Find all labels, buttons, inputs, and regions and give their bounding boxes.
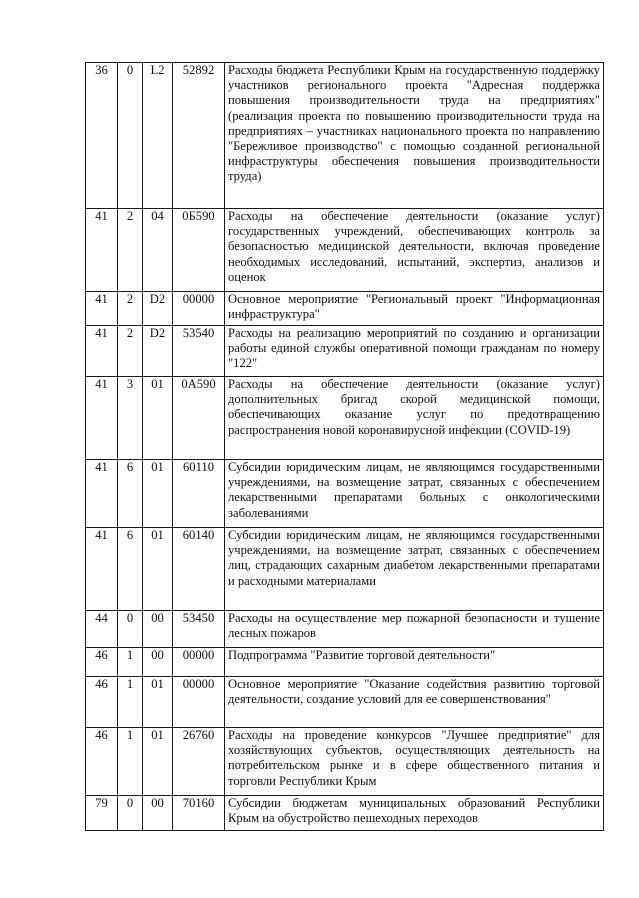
subprogram-code-cell: 1 — [118, 648, 143, 677]
table-row — [86, 460, 604, 528]
program-code-cell: 46 — [86, 677, 118, 728]
program-code-cell: 36 — [86, 63, 118, 209]
description-cell: Расходы на обеспечение деятельности (оказание услуг) дополнительных бригад скорой медицинской помощи, обеспечивающих оказание услуг по предотвращению распространения новой коронавирусной инфекции (COVID-19) — [225, 377, 604, 460]
activity-code-cell: 04 — [143, 209, 173, 292]
budget-classification-table — [85, 62, 604, 831]
activity-code-cell: 00 — [143, 796, 173, 831]
expense-code-cell: 60140 — [173, 528, 225, 611]
subprogram-code-cell: 0 — [118, 796, 143, 831]
description-cell: Субсидии юридическим лицам, не являющимся государственными учреждениями, на возмещение затрат, связанных с обеспечением лекарственными препаратами больных с онкологическими заболеваниями — [225, 460, 604, 528]
program-code-cell: 41 — [86, 326, 118, 377]
expense-code-cell: 53450 — [173, 611, 225, 648]
table-row — [86, 63, 604, 209]
expense-code-cell: 60110 — [173, 460, 225, 528]
expense-code-cell: 00000 — [173, 648, 225, 677]
expense-code-cell: 53540 — [173, 326, 225, 377]
expense-code-cell: 0Б590 — [173, 209, 225, 292]
program-code-cell: 41 — [86, 460, 118, 528]
program-code-cell: 41 — [86, 209, 118, 292]
activity-code-cell: D2 — [143, 326, 173, 377]
table-row — [86, 528, 604, 611]
description-cell: Расходы на обеспечение деятельности (оказание услуг) государственных учреждений, обеспечивающих контроль за безопасностью медицинской деятельности, включая проведение необходимых исследований, испытаний, экспертиз, анализов и оценок — [225, 209, 604, 292]
activity-code-cell: 01 — [143, 377, 173, 460]
expense-code-cell: 52892 — [173, 63, 225, 209]
subprogram-code-cell: 0 — [118, 63, 143, 209]
table-row — [86, 377, 604, 460]
subprogram-code-cell: 1 — [118, 677, 143, 728]
activity-code-cell: L2 — [143, 63, 173, 209]
subprogram-code-cell: 2 — [118, 326, 143, 377]
program-code-cell: 46 — [86, 648, 118, 677]
subprogram-code-cell: 0 — [118, 611, 143, 648]
expense-code-cell: 00000 — [173, 677, 225, 728]
table-row — [86, 326, 604, 377]
subprogram-code-cell: 3 — [118, 377, 143, 460]
expense-code-cell: 0А590 — [173, 377, 225, 460]
activity-code-cell: D2 — [143, 292, 173, 326]
program-code-cell: 41 — [86, 292, 118, 326]
table-row — [86, 292, 604, 326]
expense-code-cell: 26760 — [173, 728, 225, 796]
subprogram-code-cell: 2 — [118, 209, 143, 292]
program-code-cell: 44 — [86, 611, 118, 648]
subprogram-code-cell: 1 — [118, 728, 143, 796]
table-row — [86, 677, 604, 728]
table-row — [86, 728, 604, 796]
program-code-cell: 46 — [86, 728, 118, 796]
activity-code-cell: 00 — [143, 648, 173, 677]
description-cell: Расходы на реализацию мероприятий по созданию и организации работы единой службы оперативной помощи гражданам по номеру "122" — [225, 326, 604, 377]
activity-code-cell: 01 — [143, 728, 173, 796]
activity-code-cell: 01 — [143, 677, 173, 728]
program-code-cell: 41 — [86, 528, 118, 611]
activity-code-cell: 00 — [143, 611, 173, 648]
table-row — [86, 209, 604, 292]
activity-code-cell: 01 — [143, 460, 173, 528]
table-row — [86, 796, 604, 831]
subprogram-code-cell: 2 — [118, 292, 143, 326]
activity-code-cell: 01 — [143, 528, 173, 611]
description-cell: Расходы на осуществление мер пожарной безопасности и тушение лесных пожаров — [225, 611, 604, 648]
table-row — [86, 648, 604, 677]
subprogram-code-cell: 6 — [118, 460, 143, 528]
description-cell: Основное мероприятие "Региональный проект "Информационная инфраструктура" — [225, 292, 604, 326]
program-code-cell: 41 — [86, 377, 118, 460]
description-cell: Расходы бюджета Республики Крым на государственную поддержку участников регионального проекта "Адресная поддержка повышения производительности труда на предприятиях" (реализация проекта по повышению производительности труда на предприятиях – участниках национального проекта по направлению "Бережливое производство" с помощью созданной региональной инфраструктуры обеспечения повышения производительности труда) — [225, 63, 604, 209]
description-cell: Расходы на проведение конкурсов "Лучшее предприятие" для хозяйствующих субъектов, осуществляющих деятельность на потребительском рынке и в сфере общественного питания и торговли Республики Крым — [225, 728, 604, 796]
description-cell: Основное мероприятие "Оказание содействия развитию торговой деятельности, создание условий для ее совершенствования" — [225, 677, 604, 728]
program-code-cell: 79 — [86, 796, 118, 831]
subprogram-code-cell: 6 — [118, 528, 143, 611]
description-cell: Субсидии юридическим лицам, не являющимся государственными учреждениями, на возмещение затрат, связанных с обеспечением лиц, страдающих сахарным диабетом лекарственными препаратами и расходными материалами — [225, 528, 604, 611]
expense-code-cell: 70160 — [173, 796, 225, 831]
table-row — [86, 611, 604, 648]
description-cell: Подпрограмма "Развитие торговой деятельности" — [225, 648, 604, 677]
expense-code-cell: 00000 — [173, 292, 225, 326]
description-cell: Субсидии бюджетам муниципальных образований Республики Крым на обустройство пешеходных переходов — [225, 796, 604, 831]
